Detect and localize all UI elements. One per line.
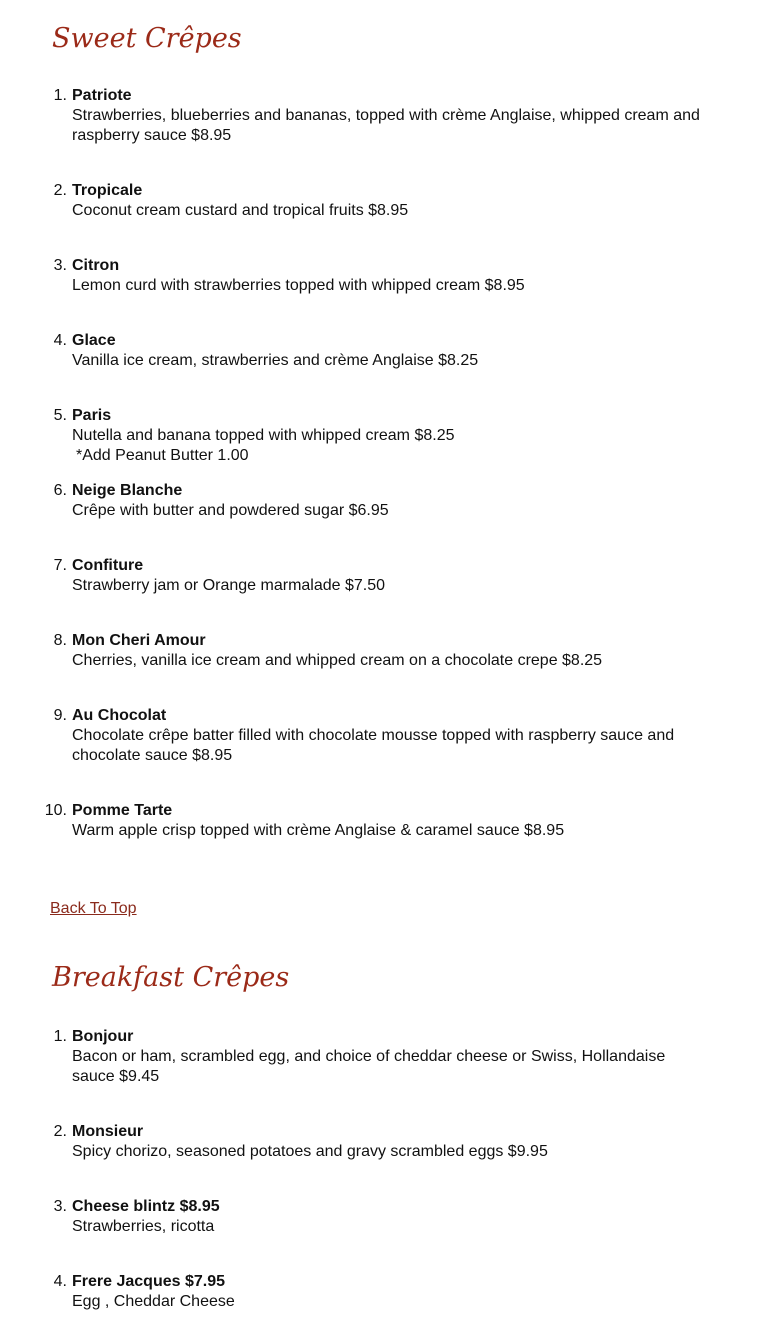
list-item	[0, 556, 770, 631]
item-number: 3.	[53, 257, 67, 274]
item-addon-note: *Add Peanut Butter 1.00	[76, 447, 249, 464]
list-item	[0, 86, 770, 181]
sweet-crepes-heading	[50, 14, 242, 60]
item-description: Warm apple crisp topped with crème Anglaise & caramel sauce $8.95	[72, 822, 565, 839]
item-number: 9.	[53, 707, 67, 724]
item-description: Cherries, vanilla ice cream and whipped cream on a chocolate crepe $8.25	[72, 652, 603, 669]
item-name: Patriote	[72, 87, 132, 104]
item-number: 6.	[53, 482, 67, 499]
item-number: 1.	[53, 1028, 67, 1045]
item-description: Crêpe with butter and powdered sugar $6.95	[72, 502, 389, 519]
item-number: 7.	[53, 557, 67, 574]
item-description: Bacon or ham, scrambled egg, and choice of cheddar cheese or Swiss, Hollandaise sauce $9.45	[72, 1048, 666, 1085]
item-description: Strawberry jam or Orange marmalade $7.50	[72, 577, 386, 594]
item-name: Confiture	[72, 557, 144, 574]
item-name: Monsieur	[72, 1123, 144, 1140]
item-name: Tropicale	[72, 182, 143, 199]
item-name: Au Chocolat	[72, 707, 167, 724]
list-item	[0, 256, 770, 331]
item-description: Nutella and banana topped with whipped cream $8.25	[72, 427, 455, 444]
sweet-crepes-list	[0, 86, 770, 841]
item-name: Paris	[72, 407, 112, 424]
item-number: 8.	[53, 632, 67, 649]
list-item	[0, 801, 770, 841]
list-item	[0, 406, 770, 481]
item-description: Lemon curd with strawberries topped with whipped cream $8.95	[72, 277, 525, 294]
item-description: Strawberries, ricotta	[72, 1218, 215, 1235]
item-number: 10.	[44, 802, 67, 819]
breakfast-crepes-list	[0, 1027, 770, 1312]
list-item	[0, 1272, 770, 1312]
list-item	[0, 1197, 770, 1272]
item-number: 3.	[53, 1198, 67, 1215]
list-item	[0, 331, 770, 406]
list-item	[0, 706, 770, 801]
item-name: Pomme Tarte	[72, 802, 173, 819]
back-to-top-link[interactable]: Back To Top	[50, 900, 137, 917]
list-item	[0, 1027, 770, 1122]
list-item	[0, 631, 770, 706]
item-description: Chocolate crêpe batter filled with chocolate mousse topped with raspberry sauce and chocolate sauce $8.95	[72, 727, 675, 764]
item-number: 2.	[53, 1123, 67, 1140]
item-description: Vanilla ice cream, strawberries and crème Anglaise $8.25	[72, 352, 479, 369]
item-name: Bonjour	[72, 1028, 134, 1045]
item-number: 5.	[53, 407, 67, 424]
sweet-crepes-script-title	[50, 14, 242, 60]
item-description: Strawberries, blueberries and bananas, topped with crème Anglaise, whipped cream and raspberry sauce $8.95	[72, 107, 700, 144]
list-item	[0, 1122, 770, 1197]
list-item	[0, 181, 770, 256]
item-name: Neige Blanche	[72, 482, 183, 499]
item-name: Mon Cheri Amour	[72, 632, 206, 649]
item-description: Coconut cream custard and tropical fruits $8.95	[72, 202, 409, 219]
item-number: 2.	[53, 182, 67, 199]
item-description: Egg , Cheddar Cheese	[72, 1293, 235, 1310]
item-number: 4.	[53, 332, 67, 349]
item-name: Glace	[72, 332, 116, 349]
list-item	[0, 481, 770, 556]
item-name: Cheese blintz $8.95	[72, 1198, 220, 1215]
item-number: 4.	[53, 1273, 67, 1290]
item-number: 1.	[53, 87, 67, 104]
breakfast-crepes-script-title	[50, 954, 290, 1000]
item-name: Citron	[72, 257, 120, 274]
breakfast-crepes-title-text: Breakfast Crêpes	[52, 962, 290, 993]
sweet-crepes-title-text: Sweet Crêpes	[52, 23, 242, 54]
breakfast-crepes-heading	[50, 954, 290, 1000]
item-description: Spicy chorizo, seasoned potatoes and gravy scrambled eggs $9.95	[72, 1143, 548, 1160]
item-name: Frere Jacques $7.95	[72, 1273, 225, 1290]
